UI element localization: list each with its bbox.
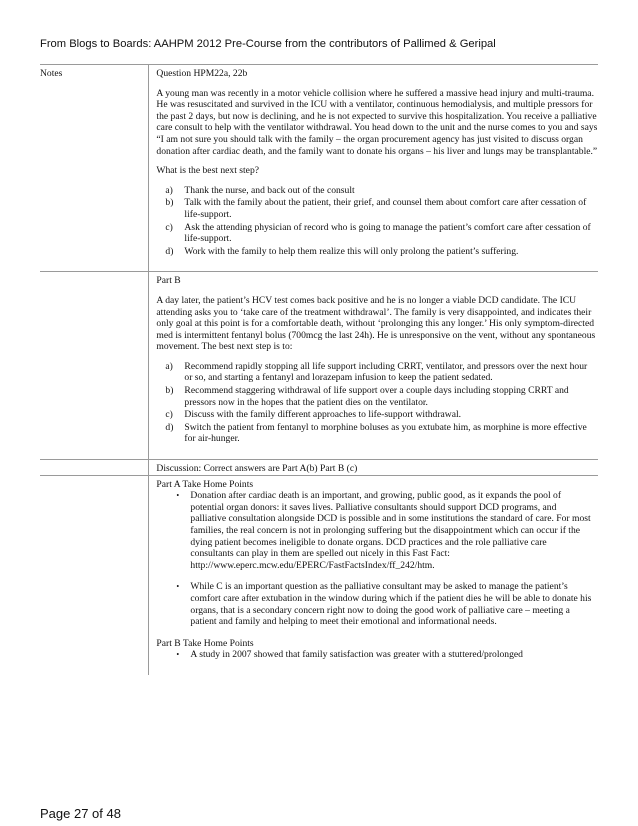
notes-table (40, 64, 598, 675)
question-label: Question HPM22a, 22b (156, 68, 248, 79)
page-number: Page 27 of 48 (40, 806, 121, 821)
list-item: b) Talk with the family about the patient, their grief, and counsel them about comfort care after cessation of life-support. (165, 197, 587, 220)
list-item: d) Work with the family to help them realize this will only prolong the patient’s suffering. (165, 245, 519, 257)
list-item: • Donation after cardiac death is an important, and growing, public good, as it expands the pool of potential organ donors: it saves lives. Palliative consultants should support DCD programs, and palliative consultation alongside DCD is possible and in some institutions the standard of care. For most families, the real concern is not in prolonging suffering but the disappointment which can occur if the dying patient becomes ineligible to donate organs. DCD practices and the role palliative care consultants can play in them are spelled out nicely in this Fast Fact: http://www.eperc.mcw.edu/EPERC/FastFactsIndex/ff_242/htm. (156, 490, 598, 571)
question-cell (148, 65, 598, 271)
discussion-cell (148, 460, 598, 475)
bullet-icon: • (176, 491, 180, 501)
take-home-a-list (156, 490, 598, 628)
options-b-list (156, 361, 598, 445)
question-a-text: What is the best next step? (156, 165, 259, 177)
list-item: d) Switch the patient from fentanyl to morphine boluses as you extubate him, as morphine is more effective for air-hunger. (165, 421, 587, 445)
discussion-row (40, 459, 598, 475)
part-b-label: Part B (156, 275, 181, 287)
list-item: • A study in 2007 showed that family satisfaction was greater with a stuttered/prolonged (156, 649, 598, 661)
case-b-text: A day later, the patient’s HCV test comes back positive and he is no longer a viable DCD candidate. The ICU attending asks you to ‘take care of the treatment withdrawal’. The family is very disappointed, and indicates their only goal at this point is for a comfortable death, without ‘prolonging this any longer.’ His only symptom-directed med is intermittent fentanyl bolus (700mcg the last 24h). He is unresponsive on the vent, without any spontaneous movement. The best next step is to: (156, 294, 596, 353)
take-home-row (40, 475, 598, 675)
list-item: c) Discuss with the family different approaches to life-support withdrawal. (165, 409, 462, 421)
take-home-a-title: Part A Take Home Points (156, 478, 254, 490)
options-a-list (156, 185, 598, 258)
bullet-icon: • (176, 582, 180, 592)
take-home-b-title: Part B Take Home Points (156, 637, 254, 649)
discussion-text: Discussion: Correct answers are Part A(b) Part B (c) (156, 463, 358, 475)
question-row (40, 64, 598, 271)
page-header: From Blogs to Boards: AAHPM 2012 Pre-Course from the contributors of Pallimed & Geripal (40, 38, 496, 50)
list-item: a) Recommend rapidly stopping all life support including CRRT, ventilator, and pressors over the next hour or so, and starting a fentanyl and lorazepam infusion to keep the patient sedated. (165, 360, 588, 384)
case-a-text: A young man was recently in a motor vehicle collision where he suffered a massive head injury and multi-trauma. He was resuscitated and survived in the ICU with a ventilator, continuous hemodialysis, and multiple pressors for the past 2 days, but now is declining, and he is not expected to survive this hospitalization. You receive a palliative care consult to help with the ventilator withdrawal. You head down to the unit and the nurse comes to you and says “I am not sure you should talk with the family – the organ procurement agency has just visited to discuss organ donation after cardiac death, and the family want to donate his organs – his liver and lungs may be transplantable.” (156, 87, 598, 157)
part-b-cell (148, 272, 598, 459)
notes-empty (40, 476, 148, 675)
list-item: b) Recommend staggering withdrawal of life support over a couple days including stopping CRRT and pressors now in the hopes that the patient dies on the ventilator. (165, 385, 569, 408)
take-home-b-list (156, 649, 598, 661)
notes-empty (40, 272, 148, 459)
list-item: • While C is an important question as the palliative consultant may be asked to manage the patient’s comfort care after extubation in the window during which if the patient dies he will be able to donate his organs, that is a secondary concern right now to doing the good work of palliative care – meeting a patient and family and helping to meet their emotional and informational needs. (156, 581, 598, 627)
notes-empty (40, 460, 148, 475)
notes-label: Notes (40, 68, 63, 79)
part-b-row (40, 271, 598, 459)
list-item: c) Ask the attending physician of record who is going to manage the patient’s comfort care after cessation of life-support. (165, 221, 591, 245)
list-item: a) Thank the nurse, and back out of the consult (165, 184, 355, 196)
bullet-icon: • (176, 650, 180, 660)
take-home-cell (148, 476, 598, 675)
